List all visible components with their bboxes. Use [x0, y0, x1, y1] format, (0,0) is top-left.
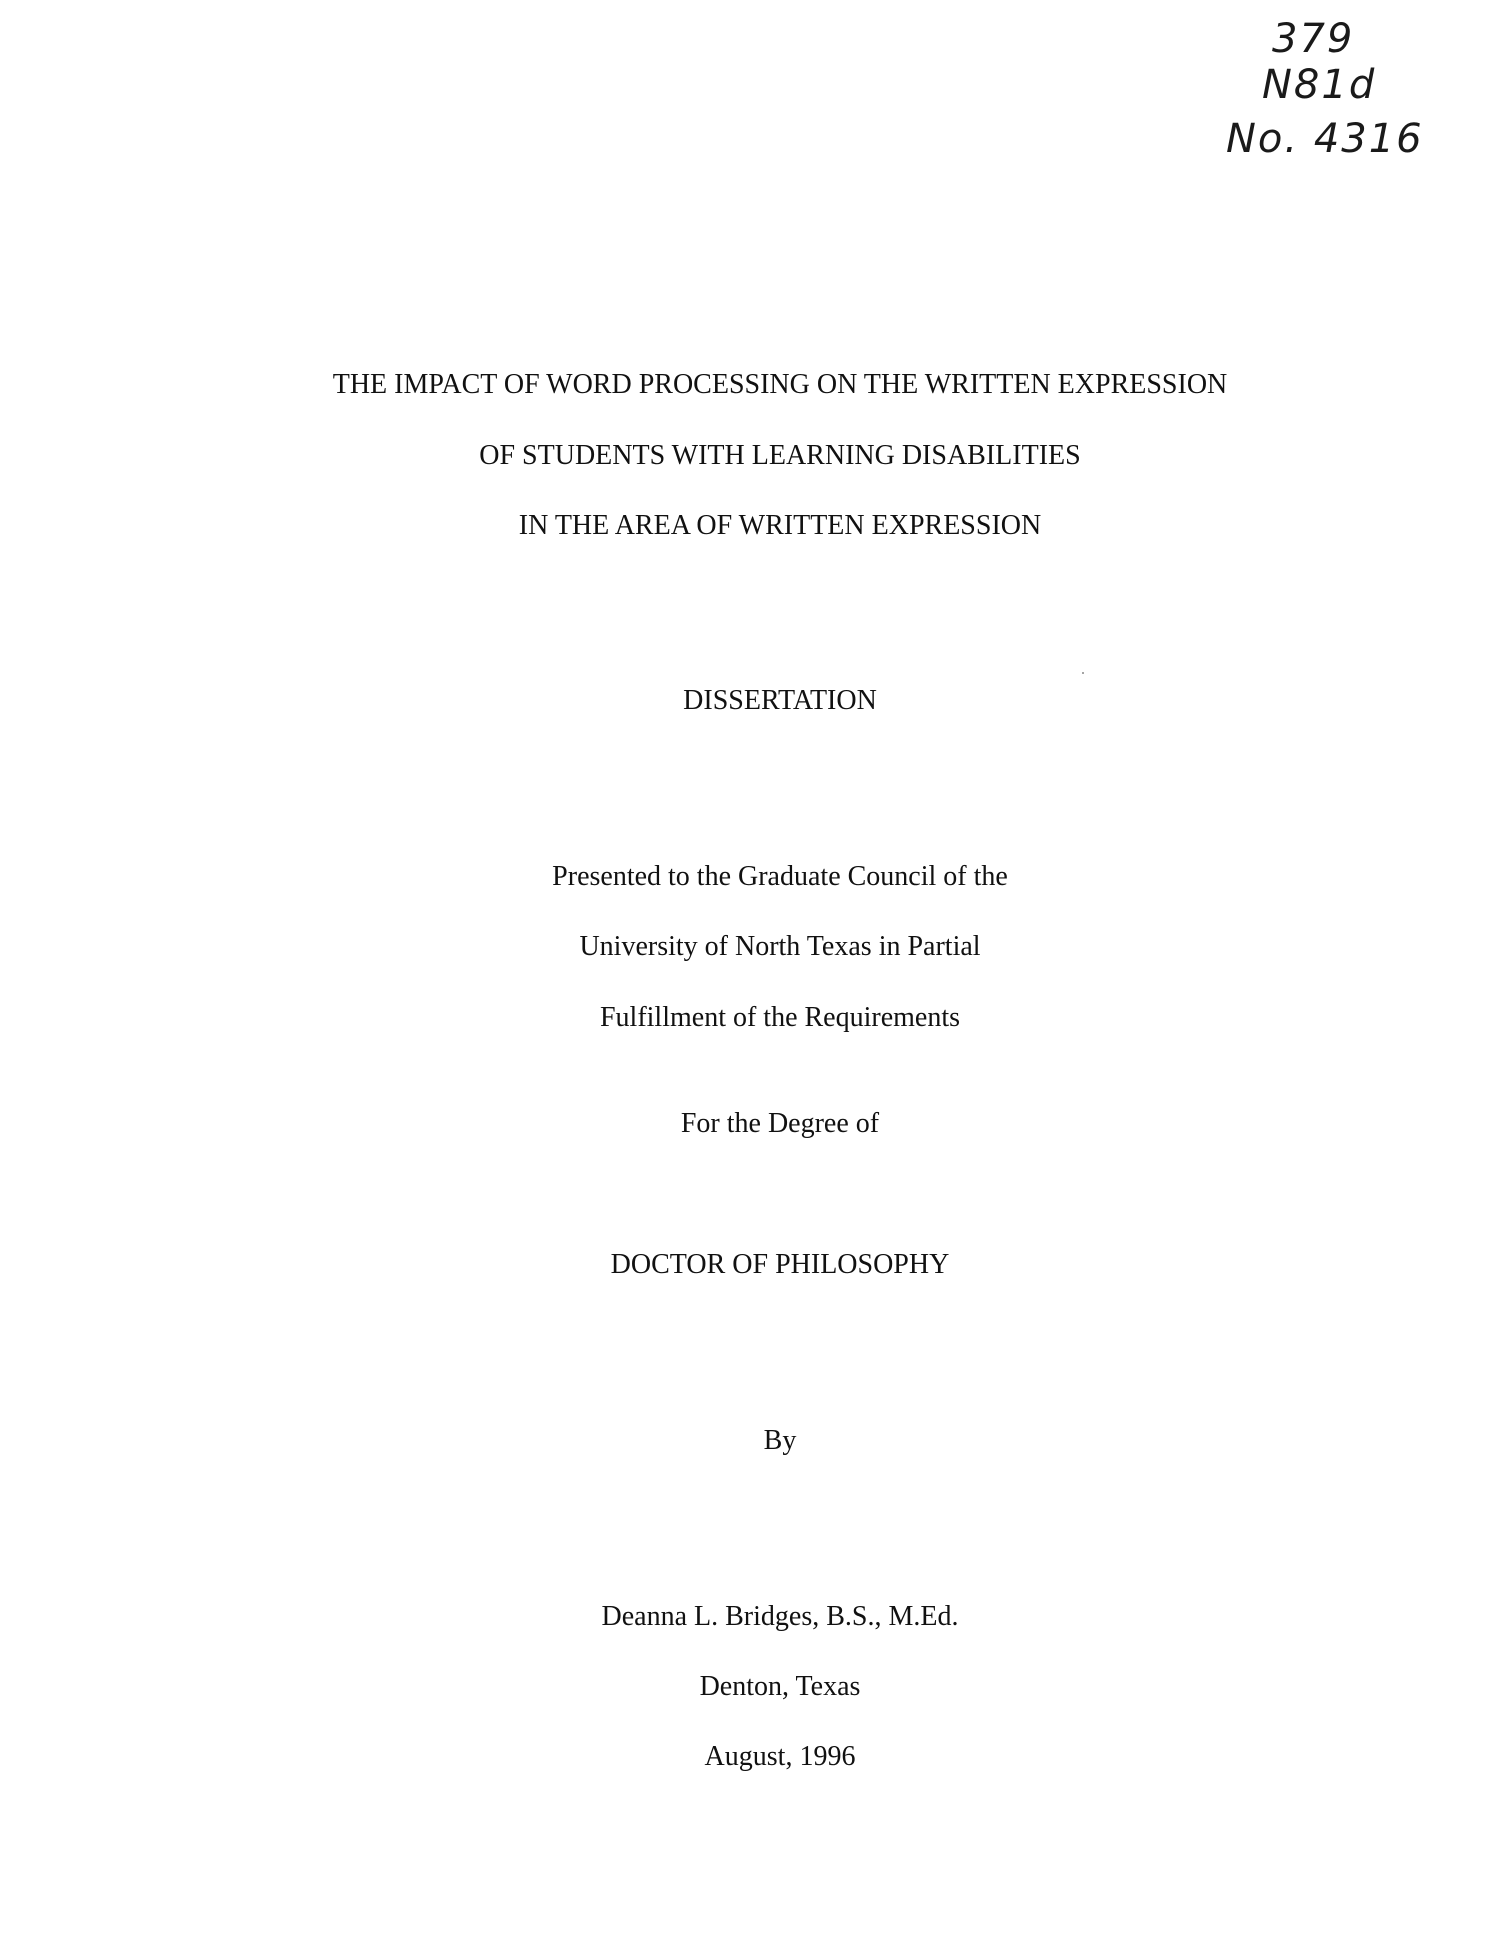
call-number-line-1: 379 [1272, 16, 1355, 62]
scan-speck [1082, 672, 1084, 674]
title-line-3: IN THE AREA OF WRITTEN EXPRESSION [518, 510, 1042, 541]
presentation-line-1: Presented to the Graduate Council of the [552, 861, 1008, 892]
by-label: By [763, 1425, 797, 1456]
date: August, 1996 [704, 1741, 856, 1772]
presentation-line-4: For the Degree of [680, 1108, 880, 1139]
presentation-line-3: Fulfillment of the Requirements [599, 1002, 961, 1033]
title-line-1: THE IMPACT OF WORD PROCESSING ON THE WRITTEN EXPRESSION [332, 369, 1228, 400]
degree: DOCTOR OF PHILOSOPHY [610, 1249, 950, 1280]
presentation-line-2: University of North Texas in Partial [579, 931, 981, 962]
location: Denton, Texas [699, 1671, 861, 1702]
title-line-2: OF STUDENTS WITH LEARNING DISABILITIES [479, 440, 1081, 471]
call-number-line-3: No. 4316 [1226, 116, 1424, 162]
call-number-line-2: N81d [1262, 62, 1377, 108]
author-name: Deanna L. Bridges, B.S., M.Ed. [601, 1601, 959, 1632]
document-type: DISSERTATION [683, 685, 877, 716]
